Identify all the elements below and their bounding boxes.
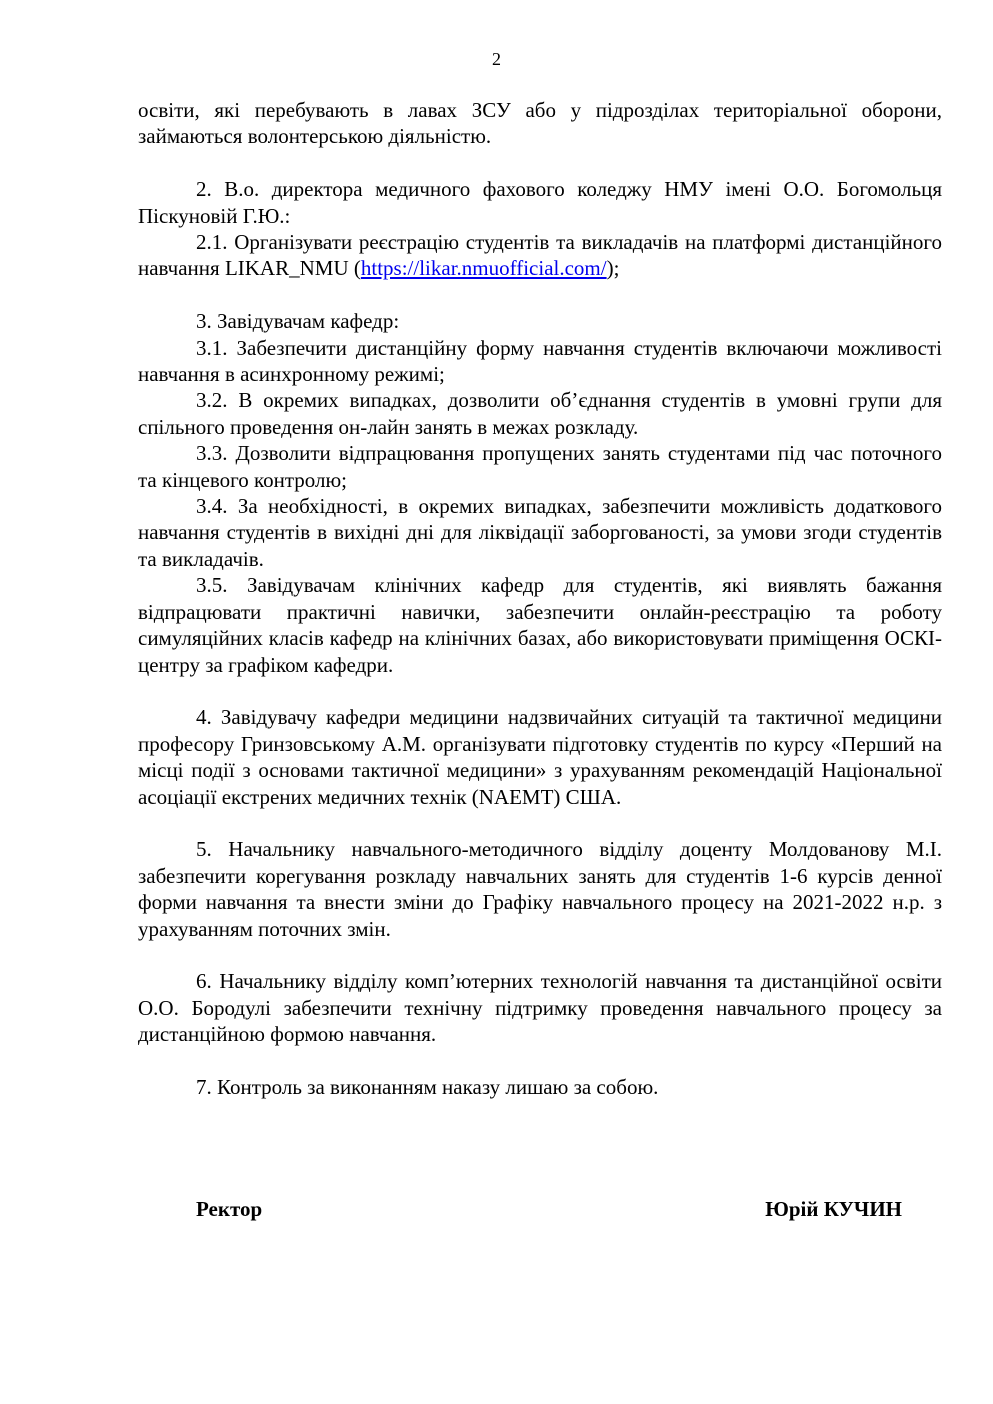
paragraph-spacer (138, 282, 942, 308)
item-2-1-text: 2.1. Організувати реєстрацію студентів та викладачів на платформі дистанційного навчання LIKAR_NMU ( (138, 230, 942, 281)
item-3-paragraph: 3. Завідувачам кафедр: (196, 309, 400, 334)
item-4-paragraph: 4. Завідувачу кафедри медицини надзвичайних ситуацій та тактичної медицини професору Гринзовському А.М. організувати підготовку студентів по курсу «Перший на місці події з основами тактичної медицини» з урахуванням рекомендацій Національної асоціації екстрених медичних технік (NAEMT) США. (138, 705, 942, 809)
item-5-paragraph: 5. Начальнику навчального-методичного відділу доценту Молдованову М.І. забезпечити корегування розкладу навчальних занять для студентів 1-6 курсів денної форми навчання та внести зміни до Графіку навчального процесу на 2021-2022 н.р. з урахуванням поточних змін. (138, 837, 942, 941)
paragraph-spacer (138, 678, 942, 704)
platform-link[interactable]: https://likar.nmuofficial.com/ (360, 256, 607, 281)
signatory-title: Ректор (196, 1197, 263, 1221)
item-3-4-paragraph: 3.4. За необхідності, в окремих випадках, забезпечити можливість додаткового навчання студентів в вихідні дні для ліквідації заборгованості, за умови згоди студентів та викладачів. (138, 494, 942, 571)
document-body (138, 97, 942, 1100)
page-number: 2 (492, 49, 501, 69)
paragraph-spacer (138, 810, 942, 836)
item-3-3-paragraph: 3.3. Дозволити відпрацювання пропущених занять студентами під час поточного та кінцевого контролю; (138, 441, 942, 492)
item-2-1-paragraph (138, 229, 942, 282)
intro-paragraph: освіти, які перебувають в лавах ЗСУ або у підрозділах територіальної оборони, займаються волонтерською діяльністю. (138, 98, 942, 149)
item-3-5-paragraph: 3.5. Завідувачам клінічних кафедр для студентів, які виявлять бажання відпрацювати практичні навички, забезпечити онлайн-реєстрацію та роботу симуляційних класів кафедр на клінічних базах, або використовувати приміщення ОСКІ-центру за графіком кафедри. (138, 573, 942, 677)
paragraph-spacer (138, 942, 942, 968)
item-2-1-text-end: ); (606, 256, 620, 281)
item-7-paragraph: 7. Контроль за виконанням наказу лишаю за собою. (196, 1074, 659, 1099)
paragraph-spacer (138, 150, 942, 176)
item-3-2-paragraph: 3.2. В окремих випадках, дозволити об’єднання студентів в умовні групи для спільного проведення он-лайн занять в межах розкладу. (138, 388, 942, 439)
paragraph-spacer (138, 1048, 942, 1074)
item-3-1-paragraph: 3.1. Забезпечити дистанційну форму навчання студентів включаючи можливості навчання в асинхронному режимі; (138, 335, 942, 387)
item-6-paragraph: 6. Начальнику відділу комп’ютерних технологій навчання та дистанційної освіти О.О. Бородулі забезпечити технічну підтримку проведення навчального процесу за дистанційною формою навчання. (138, 969, 942, 1047)
signatory-name: Юрій КУЧИН (765, 1197, 902, 1221)
item-2-paragraph: 2. В.о. директора медичного фахового коледжу НМУ імені О.О. Богомольця Піскуновій Г.Ю.: (138, 177, 942, 228)
